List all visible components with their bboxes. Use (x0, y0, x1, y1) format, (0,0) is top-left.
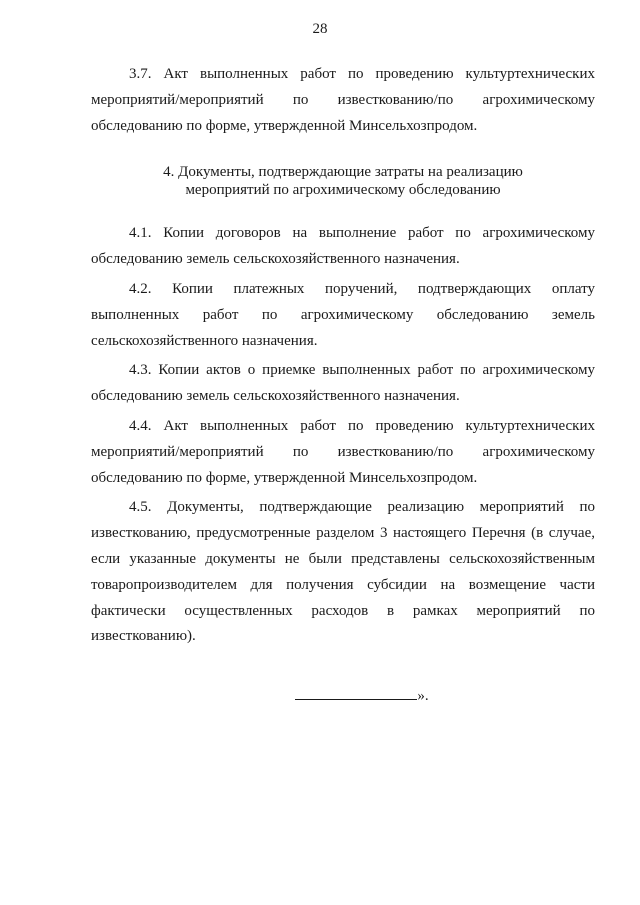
paragraph-4-2: 4.2. Копии платежных поручений, подтверждающих оплату выполненных работ по агрохимическому обследованию земель сельскохозяйственного назначения. (91, 280, 595, 349)
paragraph-4-5: 4.5. Документы, подтверждающие реализацию мероприятий по известкованию, предусмотренные разделом 3 настоящего Перечня (в случае, если указанные документы не были представлены сельскохозяйственным товаропроизводителем для получения субсидии на возмещение части фактически осуществленных расходов в рамках мероприятий по известкованию). (91, 499, 595, 645)
document-body (91, 62, 595, 710)
paragraph-3-7: 3.7. Акт выполненных работ по проведению культуртехнических мероприятий/мероприятий по известкованию/по агрохимическому обследованию по форме, утвержденной Минсельхозпродом. (91, 66, 595, 134)
section-4-heading (91, 163, 595, 199)
closing-quote-mark: ». (417, 688, 429, 705)
closing-line (91, 684, 595, 710)
paragraph-4-1: 4.1. Копии договоров на выполнение работ по агрохимическому обследованию земель сельскохозяйственного назначения. (91, 225, 595, 268)
page-number: 28 (312, 21, 328, 37)
signature-blank-line (295, 684, 417, 700)
section-4-heading-line-2: мероприятий по агрохимическому обследованию (185, 182, 501, 199)
paragraph-4-3: 4.3. Копии актов о приемке выполненных работ по агрохимическому обследованию земель сельскохозяйственного назначения. (91, 362, 595, 405)
section-4-heading-line-1: 4. Документы, подтверждающие затраты на реализацию (163, 164, 523, 181)
paragraph-4-4: 4.4. Акт выполненных работ по проведению культуртехнических мероприятий/мероприятий по известкованию/по агрохимическому обследованию по форме, утвержденной Минсельхозпродом. (91, 417, 595, 486)
